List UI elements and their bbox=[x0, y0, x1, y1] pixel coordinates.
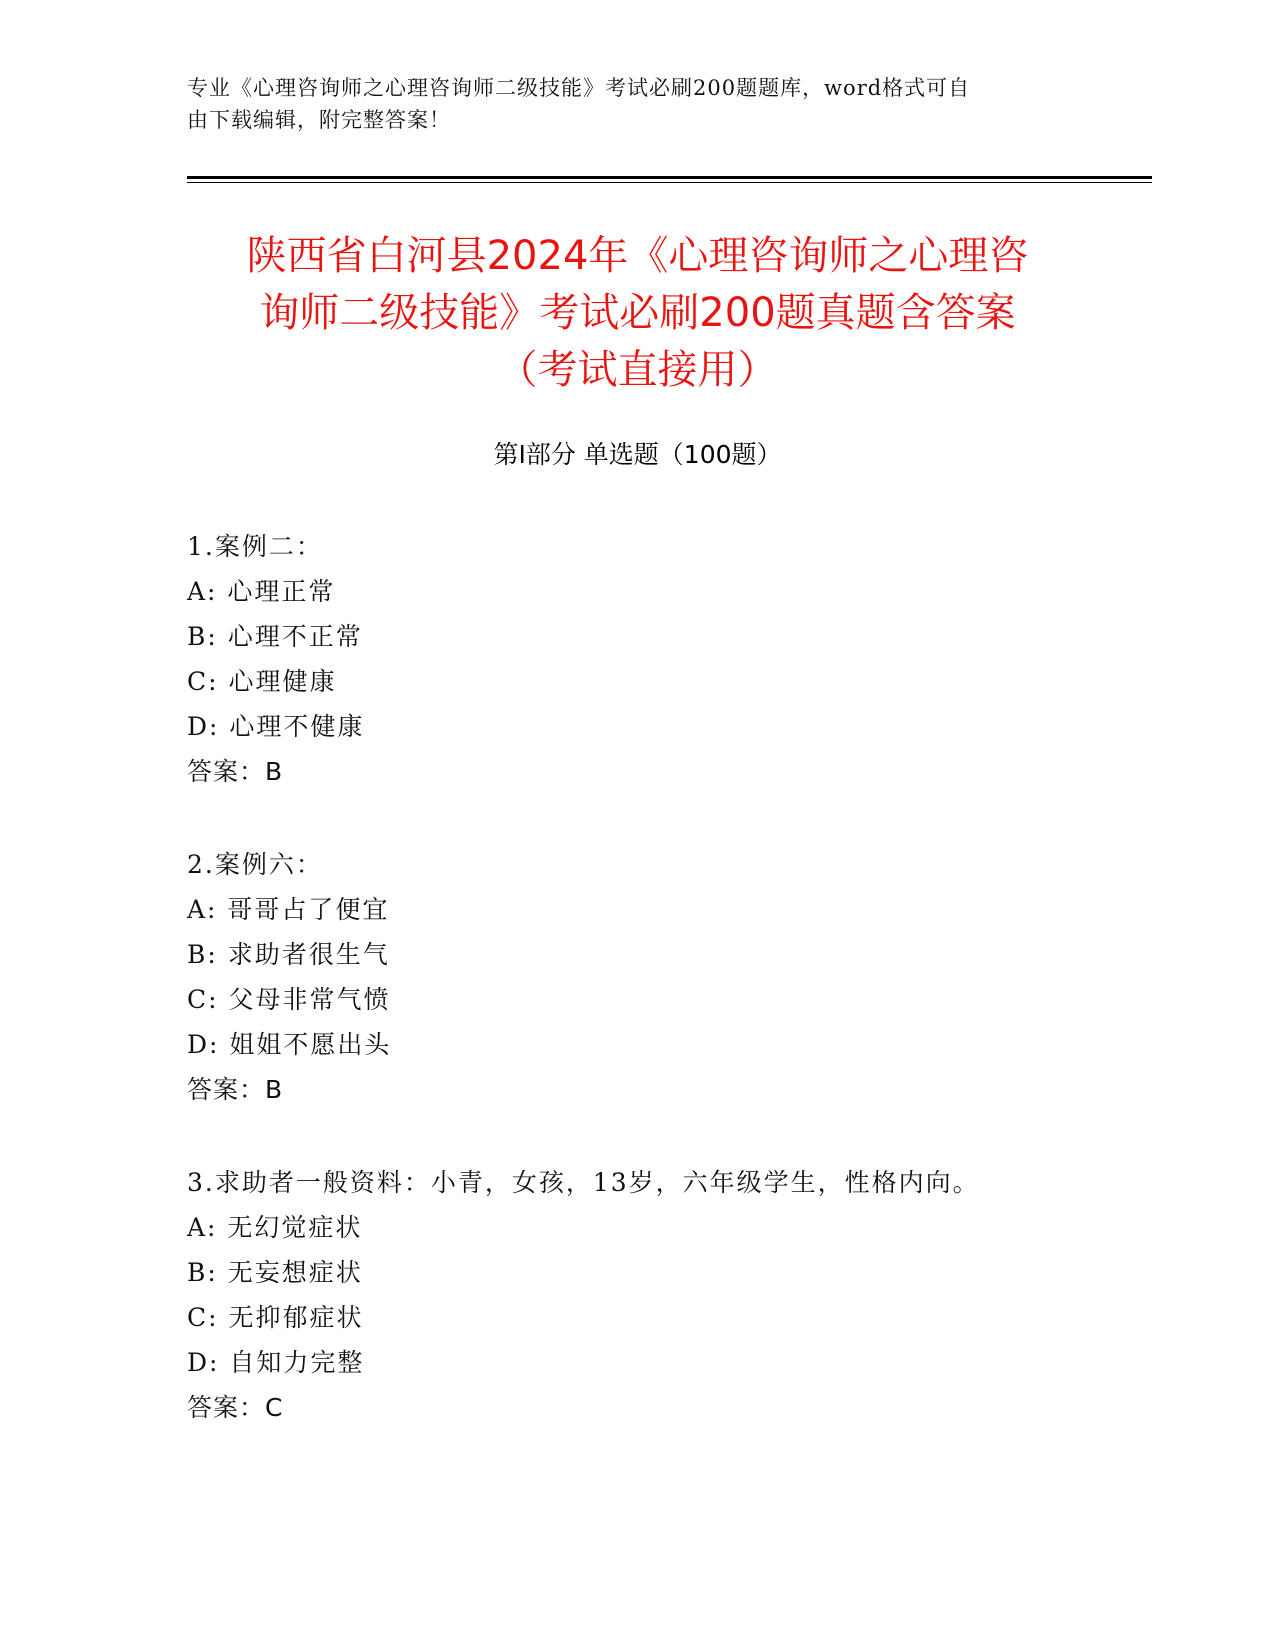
option-b: B: 心理不正常 bbox=[187, 622, 363, 651]
section-title: 第Ⅰ部分 单选题（100题） bbox=[493, 440, 782, 469]
header-note-line-1: 专业《心理咨询师之心理咨询师二级技能》考试必刷200题题库，word格式可自 bbox=[187, 76, 971, 100]
answer-line: 答案：B bbox=[187, 757, 284, 786]
header-note-line-2: 由下载编辑，附完整答案！ bbox=[187, 108, 451, 132]
title-line-1: 陕西省白河县2024年《心理咨询师之心理咨 bbox=[246, 233, 1029, 279]
option-d: D: 心理不健康 bbox=[187, 712, 365, 741]
option-a: A: 哥哥占了便宜 bbox=[187, 895, 390, 924]
answer-line: 答案：B bbox=[187, 1075, 284, 1104]
option-c: C: 无抑郁症状 bbox=[187, 1303, 364, 1332]
option-b: B: 无妄想症状 bbox=[187, 1258, 363, 1287]
header-note bbox=[187, 72, 1067, 136]
option-d: D: 姐姐不愿出头 bbox=[187, 1030, 392, 1059]
title-line-2: 询师二级技能》考试必刷200题真题含答案 bbox=[259, 290, 1016, 336]
question-stem: 1.案例二： bbox=[187, 532, 323, 561]
header-rule-thick bbox=[187, 176, 1152, 179]
question-2 bbox=[187, 842, 1087, 1112]
question-1 bbox=[187, 524, 1087, 794]
question-stem: 3.求助者一般资料：小青，女孩，13岁，六年级学生，性格内向。 bbox=[187, 1168, 980, 1197]
question-3 bbox=[187, 1160, 1087, 1430]
document-title bbox=[150, 228, 1125, 399]
answer-line: 答案：C bbox=[187, 1393, 284, 1422]
title-line-3: （考试直接用） bbox=[497, 347, 778, 393]
header-rule-thin bbox=[187, 182, 1152, 183]
option-b: B: 求助者很生气 bbox=[187, 940, 390, 969]
option-a: A: 心理正常 bbox=[187, 577, 336, 606]
option-a: A: 无幻觉症状 bbox=[187, 1213, 363, 1242]
option-c: C: 心理健康 bbox=[187, 667, 337, 696]
option-d: D: 自知力完整 bbox=[187, 1348, 365, 1377]
option-c: C: 父母非常气愤 bbox=[187, 985, 391, 1014]
question-stem: 2.案例六： bbox=[187, 850, 323, 879]
